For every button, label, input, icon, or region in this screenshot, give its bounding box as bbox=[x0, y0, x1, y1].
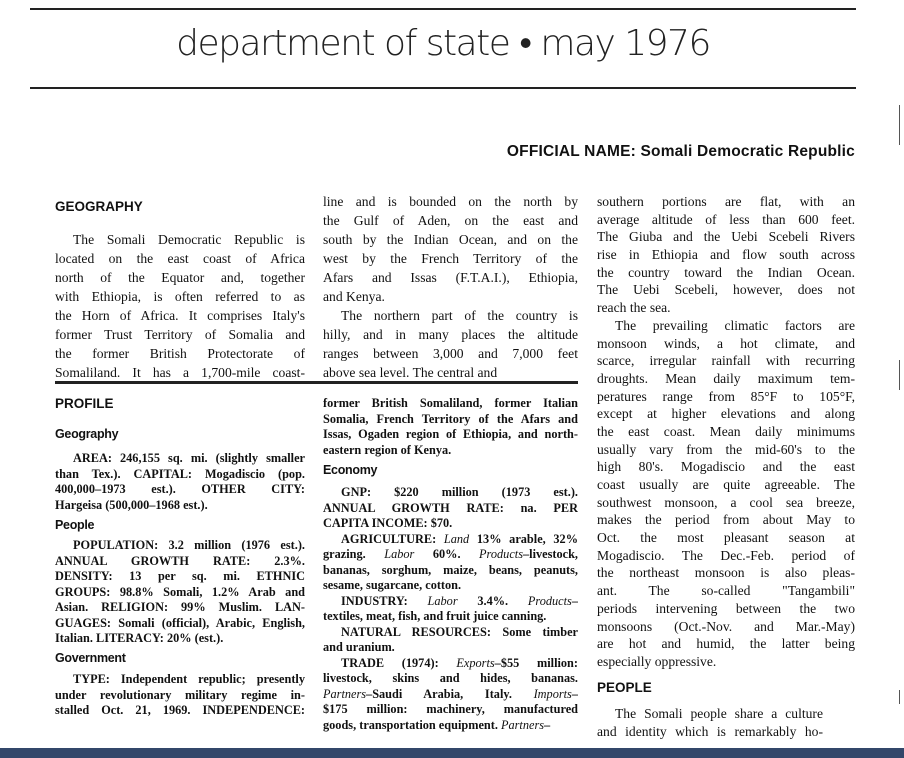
text-line: Somalia, French Territory of the Afars and bbox=[323, 411, 578, 426]
text-line: eastern region of Kenya. bbox=[323, 442, 452, 457]
text-line: under revolutionary military regime in- bbox=[55, 687, 305, 702]
text-line: The Uebi Scebeli, however, does not bbox=[597, 282, 855, 298]
text-line: high 80's. Mogadiscio and the east bbox=[597, 459, 855, 475]
text-line: and uranium. bbox=[323, 640, 395, 654]
text-line: stalled Oct. 21, 1969. INDEPENDENCE: bbox=[55, 703, 305, 717]
text-line: AREA: 246,155 sq. mi. (slightly smaller bbox=[73, 451, 305, 465]
text-line: Somaliland. It has a 1,700-mile coast- bbox=[55, 365, 305, 380]
profile-government-heading: Government bbox=[55, 651, 126, 665]
italic-run: Products bbox=[527, 593, 572, 608]
text-line: the Gulf of Aden, on the east and bbox=[323, 213, 578, 228]
text-line: periods intervening between the two bbox=[597, 600, 855, 616]
text-line: located on the east coast of Africa bbox=[55, 251, 305, 266]
text-run: 13% arable, 32% bbox=[469, 531, 578, 546]
text-line: Afars and Issas (F.T.A.I.), Ethiopia, bbox=[323, 270, 578, 285]
italic-run: Imports bbox=[533, 686, 572, 701]
text-run: goods, transportation equipment. bbox=[323, 717, 501, 732]
text-run: AGRICULTURE: bbox=[341, 531, 444, 546]
text-run: –$55 million: bbox=[494, 655, 578, 670]
profile-government bbox=[55, 672, 305, 719]
text-line: 400,000–1973 est.). OTHER CITY: bbox=[55, 482, 305, 496]
profile-economy bbox=[323, 485, 578, 733]
text-line: rise in Ethiopia and flow south across bbox=[597, 247, 855, 263]
text-run: – bbox=[544, 717, 551, 732]
masthead-title: department of state • may 1976 bbox=[176, 23, 710, 64]
text-line bbox=[323, 656, 578, 672]
text-line: above sea level. The central and bbox=[323, 365, 498, 380]
scan-edge-mark bbox=[899, 105, 900, 145]
text-line: and Kenya. bbox=[323, 289, 385, 304]
text-run: TRADE (1974): bbox=[341, 655, 457, 670]
text-line bbox=[323, 532, 578, 548]
text-line: scarce, irregular rainfall with recurring bbox=[597, 353, 855, 369]
text-line: monsoons (Oct.-Nov. and Mar.-May) bbox=[597, 618, 855, 634]
text-line: Hargeisa (500,000–1968 est.). bbox=[55, 497, 208, 512]
text-line: Mogadiscio. The Dec.-Feb. period of bbox=[597, 547, 855, 563]
text-line: the northeast monsoon is also pleas- bbox=[597, 565, 855, 581]
text-line: livestock, skins and hides, bananas. bbox=[323, 671, 578, 685]
italic-run: Products bbox=[479, 547, 523, 561]
text-run: –Saudi Arabia, Italy. bbox=[366, 686, 534, 701]
profile-people bbox=[55, 538, 305, 647]
scan-edge-mark bbox=[899, 360, 900, 390]
text-line: monsoon winds, a hot climate, and bbox=[597, 335, 855, 351]
text-line: The prevailing climatic factors are bbox=[615, 317, 855, 333]
official-name: OFFICIAL NAME: Somali Democratic Republic bbox=[506, 143, 855, 160]
text-line: Italian. LITERACY: 20% (est.). bbox=[55, 631, 224, 645]
scan-edge-mark bbox=[899, 690, 900, 704]
text-line: ant. The so-called "Tangambili" bbox=[597, 583, 855, 599]
text-line: reach the sea. bbox=[597, 300, 671, 316]
text-line: GNP: $220 million (1973 est.). bbox=[341, 485, 578, 499]
text-line: TYPE: Independent republic; presently bbox=[73, 672, 305, 686]
text-line: especially oppressive. bbox=[597, 653, 717, 669]
viewer-bottom-bar bbox=[0, 748, 904, 758]
text-line: The Somali Democratic Republic is bbox=[73, 232, 305, 247]
profile-people-heading: People bbox=[55, 518, 95, 532]
text-line: The northern part of the country is bbox=[341, 308, 578, 323]
text-line bbox=[323, 718, 578, 734]
text-line: The Somali people share a culture bbox=[615, 706, 823, 721]
profile-geography-heading: Geography bbox=[55, 427, 119, 441]
text-line: makes the period from about May to bbox=[597, 512, 855, 528]
geography-heading: GEOGRAPHY bbox=[55, 199, 143, 214]
text-line: are hot and humid, the latter being bbox=[597, 636, 855, 652]
header-top-rule bbox=[30, 8, 856, 10]
text-line: Issas, Ogaden region of Ethiopia, and north- bbox=[323, 427, 578, 441]
people-text bbox=[597, 705, 823, 740]
profile-heading: PROFILE bbox=[55, 396, 114, 411]
text-line: hilly, and in many places the altitude bbox=[323, 327, 578, 342]
text-run: 60%. bbox=[414, 547, 480, 561]
text-line: west by the French Territory of the bbox=[323, 251, 578, 266]
text-line: than Tex.). CAPITAL: Mogadiscio (pop. bbox=[55, 466, 305, 481]
text-line bbox=[323, 594, 578, 610]
text-line: GUAGES: Somali (official), Arabic, English, bbox=[55, 615, 305, 630]
italic-run: Partners bbox=[323, 686, 367, 701]
text-line: the former British Protectorate of bbox=[55, 346, 305, 361]
text-line: DENSITY: 13 per sq. mi. ETHNIC bbox=[55, 569, 305, 583]
text-run: grazing. bbox=[323, 547, 385, 561]
text-line: the country toward the Indian Ocean. bbox=[597, 264, 855, 280]
text-run: –livestock, bbox=[523, 547, 578, 561]
italic-run: Labor bbox=[384, 547, 415, 561]
text-line: POPULATION: 3.2 million (1976 est.). bbox=[73, 538, 305, 552]
text-line: CAPITA INCOME: $70. bbox=[323, 516, 453, 530]
text-line bbox=[323, 547, 578, 563]
italic-run: Land bbox=[443, 531, 470, 546]
text-line: the Horn of Africa. It comprises Italy's bbox=[55, 308, 305, 323]
text-line: usually vary from the mid-60's to the bbox=[597, 441, 855, 457]
text-line: the east coast. Mean daily minimums bbox=[597, 423, 855, 439]
text-line: former British Somaliland, former Italian bbox=[323, 396, 578, 410]
geography-col1 bbox=[55, 230, 305, 382]
text-line: south by the Indian Ocean, and on the bbox=[323, 232, 578, 247]
text-line: southern portions are flat, with an bbox=[597, 194, 855, 209]
profile-col2-top bbox=[323, 396, 578, 458]
text-line: with Ethiopia, is often referred to as bbox=[55, 289, 305, 304]
text-line: line and is bounded on the north by bbox=[323, 194, 578, 209]
text-line: ANNUAL GROWTH RATE: na. PER bbox=[323, 500, 578, 515]
text-line: southwest monsoon, a cool sea breeze, bbox=[597, 494, 855, 510]
text-line: $175 million: machinery, manufactured bbox=[323, 702, 578, 716]
text-run: 3.4%. bbox=[457, 593, 528, 608]
text-line: textiles, meat, fish, and fruit juice canning. bbox=[323, 609, 547, 623]
italic-run: Labor bbox=[427, 593, 458, 608]
text-line: ANNUAL GROWTH RATE: 2.3%. bbox=[55, 553, 305, 568]
text-line: GROUPS: 98.8% Somali, 1.2% Arab and bbox=[55, 584, 305, 599]
text-line: Oct. the most pleasant season at bbox=[597, 530, 855, 546]
profile-economy-heading: Economy bbox=[323, 463, 378, 477]
text-run: – bbox=[571, 686, 578, 701]
text-line: coast usually are quite agreeable. The bbox=[597, 477, 855, 492]
geography-col2 bbox=[323, 192, 578, 382]
text-line: except at higher elevations and along bbox=[597, 406, 855, 422]
text-line: NATURAL RESOURCES: Some timber bbox=[341, 624, 578, 639]
text-line: and identity which is remarkably ho- bbox=[597, 723, 823, 739]
geography-col3 bbox=[597, 193, 855, 671]
italic-run: Partners bbox=[500, 717, 545, 732]
text-line: Asian. RELIGION: 99% Muslim. LAN- bbox=[55, 600, 305, 614]
text-line: peratures range from 85°F to 105°F, bbox=[597, 388, 855, 404]
italic-run: Exports bbox=[456, 655, 495, 670]
text-run: – bbox=[571, 593, 578, 608]
text-line: bananas, sorghum, maize, beans, peanuts, bbox=[323, 562, 578, 577]
text-run: INDUSTRY: bbox=[341, 593, 428, 608]
text-line: former Trust Territory of Somalia and bbox=[55, 327, 305, 342]
header-bottom-rule bbox=[30, 87, 856, 89]
profile-geography bbox=[55, 451, 305, 513]
section-divider bbox=[55, 381, 578, 384]
people-heading: PEOPLE bbox=[597, 680, 652, 695]
text-line bbox=[323, 687, 578, 703]
text-line: sesame, sugarcane, cotton. bbox=[323, 578, 462, 592]
text-line: droughts. Mean daily maximum tem- bbox=[597, 370, 855, 386]
text-line: average altitude of less than 600 feet. bbox=[597, 211, 855, 227]
text-line: The Giuba and the Uebi Scebeli Rivers bbox=[597, 229, 855, 245]
text-line: ranges between 3,000 and 7,000 feet bbox=[323, 346, 578, 361]
text-line: north of the Equator and, together bbox=[55, 270, 305, 285]
